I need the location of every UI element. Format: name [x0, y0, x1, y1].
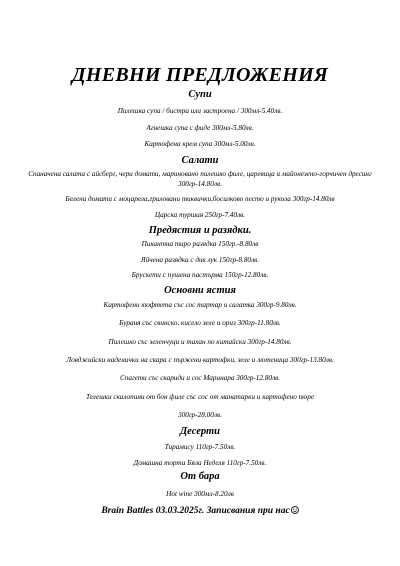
menu-item: Бураня със свинско, кисело зеле и ориз 300гр-11.80лв. — [119, 319, 281, 327]
menu-item: Спагети със скариди и сос Маринара 300гр-12.80лв. — [119, 374, 281, 382]
menu-item: Брускети с пушена пастърма 150гр-12.80лв. — [131, 271, 269, 279]
menu-item: Картофена крем супа 300мл-5.00лв. — [144, 140, 256, 148]
section-heading-desserts: Десерти — [180, 426, 220, 437]
menu-item: Домашна торта Бяла Неделя 110гр-7.50лв. — [133, 459, 267, 467]
menu-item: Пилешко със зеленчуци и тахан по китайски 300гр-14.80лв. — [108, 338, 292, 346]
menu-item: Hot wine 300мл-8.20лв — [166, 490, 234, 498]
section-heading-starters: Предястия и разядки. — [148, 225, 252, 236]
event-announcement — [0, 505, 400, 517]
menu-item: Ловджийски наденички на скара с пържени картофки, зеле и лютеница 300гр-13.80лв. — [66, 356, 334, 364]
section-heading-salads: Салати — [181, 155, 219, 166]
menu-item: Спаначена салата с айсберг, чери домати, мариновано пилешко филе, царевица и майонезено-горчичен дресинг 300гр-14.80лв. — [28, 170, 372, 188]
section-heading-bar: От бара — [180, 471, 220, 482]
menu-item: Пикантна тиро разядка 150гр.-8.80лв — [141, 240, 259, 248]
page-title: ДНЕВНИ ПРЕДЛОЖЕНИЯ — [71, 64, 329, 86]
menu-item: Царска туршия 250гр-7.40лв. — [154, 211, 246, 219]
menu-item: Картофени кюфтета със сос тартар и салатка 300гр-9.80лв. — [103, 301, 297, 309]
menu-item: 300гр-28.00лв. — [178, 411, 222, 419]
menu-item: Белени домати с моцарела,гриловани тиквички,босилково песто и рукола 300гр-14.80лв — [65, 195, 335, 203]
section-heading-soups: Супи — [188, 89, 212, 100]
menu-item: Пилешка супа / бистра или застроена / 300мл-5.40лв. — [117, 107, 283, 115]
event-announcement-text: Brain Battles 03.03.2025г. Записвания при нас — [101, 506, 290, 516]
menu-item: Агнешка супа с фиде 300мл-5.80лв. — [146, 124, 254, 132]
menu-item: Телешки скалопини от бон филе със сос от манатарки и картофено пюре — [85, 393, 315, 401]
section-heading-mains: Основни ястия — [164, 285, 236, 296]
menu-item: Тирамису 110гр-7.50лв. — [164, 443, 236, 451]
smile-icon — [291, 506, 299, 514]
menu-item: Яйчена разядка с див лук 150гр-8.80лв. — [140, 256, 260, 264]
